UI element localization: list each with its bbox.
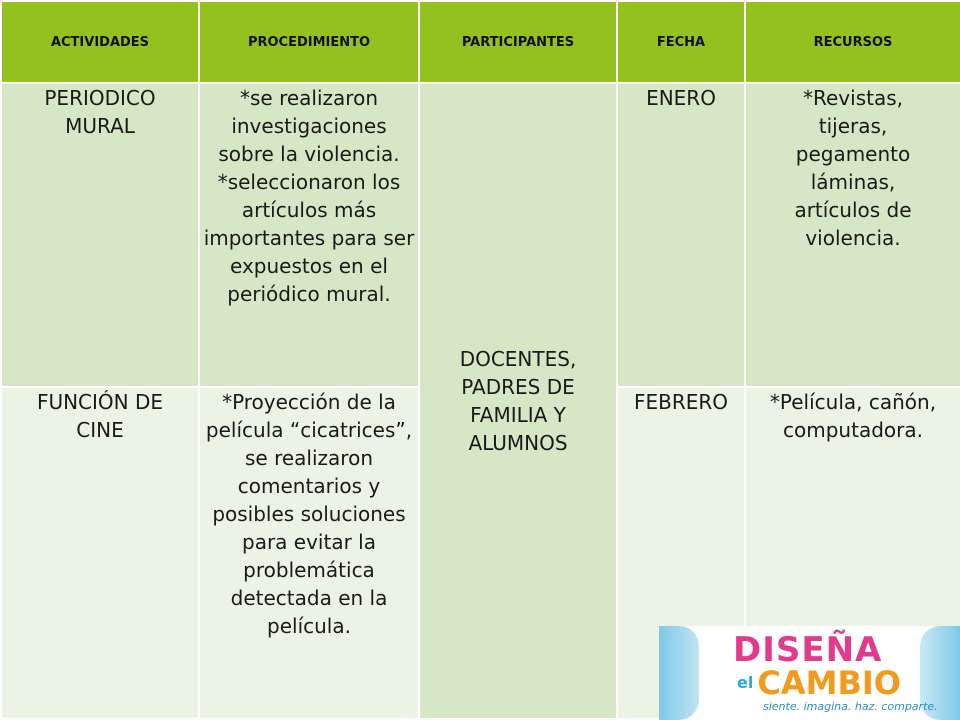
cell-actividad: PERIODICO MURAL [1, 83, 199, 387]
cell-actividad: FUNCIÓN DE CINE [1, 387, 199, 719]
cell-fecha: FEBRERO [617, 387, 745, 719]
table-row [1, 83, 960, 387]
logo-line2: el CAMBIO [737, 664, 901, 702]
cell-procedimiento: *Proyección de la película “cicatrices”, se realizaron comentarios y posibles soluciones para evitar la problemática detectada en la película. [199, 387, 419, 719]
header-participantes: PARTICIPANTES [419, 1, 617, 83]
logo-tagline: siente. imagina. haz. comparte. [763, 700, 938, 713]
cell-fecha: ENERO [617, 83, 745, 387]
cell-procedimiento: *se realizaron investigaciones sobre la violencia. *seleccionaron los artículos más importantes para ser expuestos en el periódico mural. [199, 83, 419, 387]
header-procedimiento: PROCEDIMIENTO [199, 1, 419, 83]
cell-recursos: *Película, cañón, computadora. [745, 387, 960, 719]
logo-line1: DISEÑA [733, 630, 883, 670]
header-recursos: RECURSOS [745, 1, 960, 83]
header-row [1, 1, 960, 83]
header-actividades: ACTIVIDADES [1, 1, 199, 83]
cell-participantes: DOCENTES, PADRES DE FAMILIA Y ALUMNOS [419, 83, 617, 719]
header-fecha: FECHA [617, 1, 745, 83]
cloud-decoration [659, 626, 699, 720]
cell-recursos: *Revistas, tijeras, pegamento láminas, artículos de violencia. [745, 83, 960, 387]
disena-el-cambio-logo [659, 626, 960, 720]
